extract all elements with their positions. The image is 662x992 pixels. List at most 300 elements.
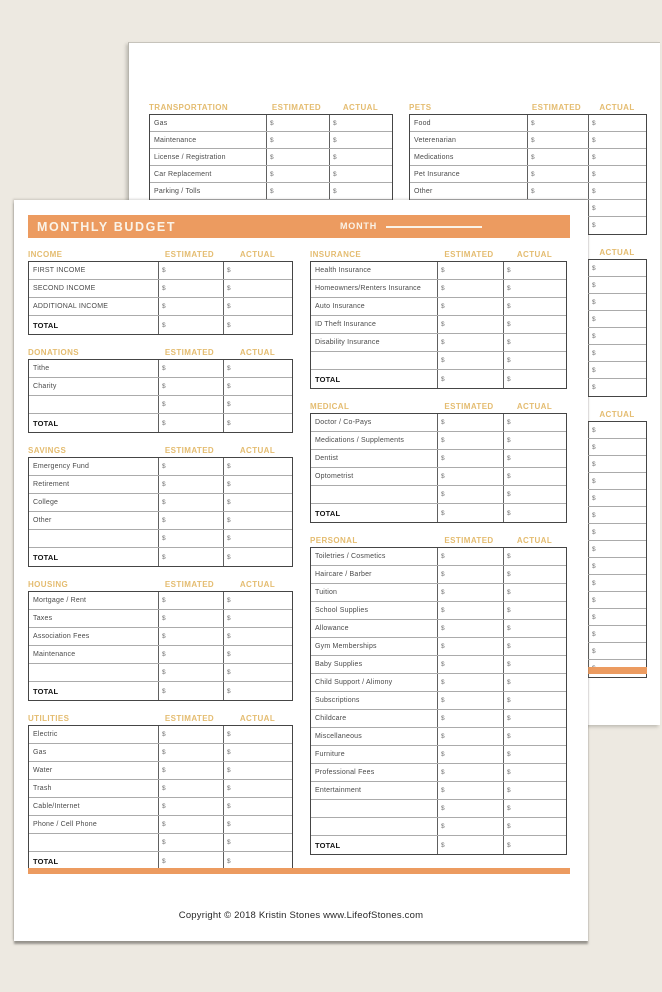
section-title: PETS (409, 103, 432, 112)
estimated-cell: $ (437, 262, 503, 279)
row-label: Doctor / Co-Pays (315, 419, 372, 426)
row-label: Baby Supplies (315, 661, 363, 668)
row-label (311, 352, 437, 369)
section-medical (310, 398, 567, 523)
estimated-cell: $ (437, 836, 503, 854)
estimated-cell: $ (158, 744, 223, 761)
budget-row (29, 280, 292, 298)
section-header (310, 398, 567, 411)
budget-row (29, 530, 292, 548)
budget-table (28, 359, 293, 433)
actual-cell: $ (588, 217, 648, 234)
estimated-cell: $ (437, 764, 503, 781)
budget-table (310, 261, 567, 389)
estimated-cell: $ (158, 592, 223, 609)
actual-cell: $ (503, 548, 568, 565)
row-label: Entertainment (315, 787, 362, 794)
estimated-cell: $ (266, 183, 329, 199)
actual-cell: $ (588, 456, 648, 472)
actual-cell: $ (329, 132, 394, 148)
actual-cell: $ (223, 476, 294, 493)
budget-row (29, 360, 292, 378)
row-label: Association Fees (33, 633, 90, 640)
estimated-cell: $ (437, 566, 503, 583)
actual-cell: $ (223, 378, 294, 395)
budget-row (311, 674, 566, 692)
estimated-cell: $ (437, 432, 503, 449)
row-label: Maintenance (154, 136, 197, 144)
row-label: Electric (33, 731, 58, 738)
estimated-cell: $ (527, 149, 588, 165)
row-label: Optometrist (315, 473, 354, 480)
row-label: Subscriptions (315, 697, 360, 704)
actual-column-header: ACTUAL (516, 250, 553, 259)
budget-row (410, 115, 646, 132)
actual-cell: $ (503, 620, 568, 637)
row-label (29, 834, 158, 851)
budget-row (311, 782, 566, 800)
row-label: Disability Insurance (315, 339, 380, 346)
row-label: Miscellaneous (315, 733, 362, 740)
estimated-cell: $ (527, 166, 588, 182)
row-label: Medications (414, 153, 454, 161)
actual-cell: $ (503, 638, 568, 655)
estimated-cell: $ (437, 280, 503, 297)
actual-cell: $ (503, 602, 568, 619)
estimated-column-header: ESTIMATED (164, 250, 215, 259)
estimated-cell: $ (437, 818, 503, 835)
actual-cell: $ (223, 494, 294, 511)
section-title: SAVINGS (28, 446, 67, 455)
actual-cell: $ (223, 360, 294, 377)
row-label: TOTAL (315, 508, 341, 518)
row-label: Emergency Fund (33, 463, 90, 470)
row-label: Water (33, 767, 53, 774)
actual-cell: $ (503, 414, 568, 431)
section-housing (28, 576, 293, 701)
estimated-cell: $ (158, 494, 223, 511)
actual-cell: $ (588, 422, 648, 438)
actual-cell: $ (223, 628, 294, 645)
actual-cell: $ (223, 834, 294, 851)
estimated-cell: $ (266, 149, 329, 165)
budget-row (311, 800, 566, 818)
actual-cell: $ (223, 646, 294, 663)
row-label: Professional Fees (315, 769, 375, 776)
budget-row (150, 183, 392, 200)
budget-row (311, 370, 566, 388)
row-label: Taxes (33, 615, 53, 622)
estimated-column-header: ESTIMATED (164, 714, 215, 723)
section-title: DONATIONS (28, 348, 80, 357)
budget-table (310, 413, 567, 523)
row-label: Auto Insurance (315, 303, 365, 310)
budget-row (29, 762, 292, 780)
section-title: INCOME (28, 250, 63, 259)
budget-row (29, 414, 292, 432)
budget-row (311, 316, 566, 334)
estimated-column-header: ESTIMATED (164, 580, 215, 589)
row-label: Child Support / Alimony (315, 679, 393, 686)
title-bar (28, 215, 570, 238)
estimated-cell: $ (158, 458, 223, 475)
estimated-cell: $ (437, 728, 503, 745)
estimated-cell: $ (527, 183, 588, 199)
row-label: Maintenance (33, 651, 76, 658)
estimated-cell: $ (158, 548, 223, 566)
estimated-cell: $ (437, 584, 503, 601)
estimated-column-header: ESTIMATED (444, 250, 494, 259)
estimated-column-header: ESTIMATED (531, 103, 582, 112)
budget-table (28, 457, 293, 567)
actual-cell: $ (223, 280, 294, 297)
month-label: MONTH (340, 221, 377, 231)
section-title: MEDICAL (310, 402, 350, 411)
budget-row (311, 352, 566, 370)
actual-cell: $ (503, 334, 568, 351)
actual-cell: $ (588, 260, 648, 276)
estimated-column-header: ESTIMATED (444, 536, 494, 545)
row-label: Parking / Tolls (154, 187, 201, 195)
actual-cell: $ (223, 816, 294, 833)
estimated-cell: $ (158, 780, 223, 797)
row-label: ADDITIONAL INCOME (33, 303, 109, 310)
actual-cell: $ (588, 132, 648, 148)
actual-cell: $ (588, 575, 648, 591)
row-label (311, 818, 437, 835)
estimated-cell: $ (437, 352, 503, 369)
budget-row (29, 646, 292, 664)
budget-row (29, 798, 292, 816)
actual-cell: $ (503, 370, 568, 388)
front-page-bottom-accent-bar (28, 868, 570, 874)
budget-row (311, 298, 566, 316)
actual-cell: $ (223, 530, 294, 547)
budget-row (29, 548, 292, 566)
estimated-cell: $ (158, 762, 223, 779)
estimated-cell: $ (437, 450, 503, 467)
actual-cell: $ (329, 183, 394, 199)
budget-row (29, 494, 292, 512)
budget-row (29, 610, 292, 628)
row-label: School Supplies (315, 607, 369, 614)
actual-cell: $ (503, 486, 568, 503)
actual-cell: $ (503, 504, 568, 522)
estimated-cell: $ (437, 370, 503, 388)
actual-column-header: ACTUAL (599, 248, 635, 257)
estimated-cell: $ (158, 512, 223, 529)
actual-cell: $ (588, 183, 648, 199)
row-label: Furniture (315, 751, 345, 758)
actual-cell: $ (503, 280, 568, 297)
actual-cell: $ (503, 352, 568, 369)
budget-table (310, 547, 567, 855)
budget-row (29, 628, 292, 646)
actual-cell: $ (329, 166, 394, 182)
actual-cell: $ (223, 512, 294, 529)
row-label: Tuition (315, 589, 338, 596)
row-label: Dentist (315, 455, 339, 462)
actual-cell: $ (329, 149, 394, 165)
row-label: TOTAL (33, 686, 59, 696)
row-label: License / Registration (154, 153, 226, 161)
section-title: UTILITIES (28, 714, 70, 723)
estimated-cell: $ (437, 620, 503, 637)
actual-cell: $ (588, 626, 648, 642)
row-label: Mortgage / Rent (33, 597, 87, 604)
estimated-column-header: ESTIMATED (164, 348, 215, 357)
actual-cell: $ (223, 726, 294, 743)
estimated-cell: $ (158, 726, 223, 743)
estimated-cell: $ (158, 646, 223, 663)
budget-row (29, 458, 292, 476)
actual-cell: $ (223, 548, 294, 566)
budget-row (311, 566, 566, 584)
section-header (28, 246, 293, 259)
estimated-cell: $ (158, 396, 223, 413)
actual-cell: $ (588, 541, 648, 557)
estimated-cell: $ (437, 504, 503, 522)
estimated-cell: $ (437, 334, 503, 351)
front-page-sheet (14, 200, 588, 941)
actual-cell: $ (588, 294, 648, 310)
row-label: Haircare / Barber (315, 571, 372, 578)
actual-cell: $ (223, 262, 294, 279)
front-page-right-column (310, 246, 567, 864)
row-label (29, 664, 158, 681)
row-label: TOTAL (33, 856, 59, 866)
actual-column-header: ACTUAL (239, 446, 276, 455)
budget-row (410, 149, 646, 166)
section-insurance (310, 246, 567, 389)
row-label: Health Insurance (315, 267, 372, 274)
actual-cell: $ (223, 298, 294, 315)
estimated-cell: $ (266, 115, 329, 131)
budget-row (29, 378, 292, 396)
section-header (28, 344, 293, 357)
section-title: PERSONAL (310, 536, 358, 545)
actual-cell: $ (588, 490, 648, 506)
actual-cell: $ (223, 664, 294, 681)
actual-cell: $ (588, 524, 648, 540)
estimated-cell: $ (527, 132, 588, 148)
actual-cell: $ (503, 468, 568, 485)
section-donations (28, 344, 293, 433)
budget-row (29, 664, 292, 682)
actual-column-header: ACTUAL (599, 410, 635, 419)
estimated-cell: $ (158, 262, 223, 279)
actual-cell: $ (223, 798, 294, 815)
actual-cell: $ (503, 298, 568, 315)
estimated-cell: $ (158, 476, 223, 493)
budget-row (29, 744, 292, 762)
budget-row (311, 728, 566, 746)
row-label: Other (33, 517, 52, 524)
estimated-cell: $ (158, 816, 223, 833)
actual-cell: $ (503, 566, 568, 583)
estimated-cell: $ (437, 602, 503, 619)
section-title: HOUSING (28, 580, 69, 589)
row-label: TOTAL (33, 418, 59, 428)
section-header (409, 99, 647, 112)
row-label: Food (414, 119, 431, 127)
actual-cell: $ (223, 744, 294, 761)
budget-table (28, 261, 293, 335)
budget-row (29, 682, 292, 700)
row-label: Pet Insurance (414, 170, 460, 178)
actual-cell: $ (223, 316, 294, 334)
estimated-cell: $ (437, 782, 503, 799)
estimated-cell: $ (437, 674, 503, 691)
budget-row (311, 818, 566, 836)
estimated-cell: $ (437, 316, 503, 333)
estimated-cell: $ (158, 852, 223, 870)
actual-cell: $ (503, 584, 568, 601)
budget-row (311, 710, 566, 728)
budget-row (410, 166, 646, 183)
section-personal (310, 532, 567, 855)
actual-cell: $ (503, 818, 568, 835)
actual-cell: $ (503, 764, 568, 781)
budget-row (150, 115, 392, 132)
month-field (340, 221, 482, 231)
estimated-cell: $ (158, 610, 223, 627)
actual-cell: $ (588, 328, 648, 344)
row-label: College (33, 499, 59, 506)
budget-row (311, 836, 566, 854)
budget-row (311, 334, 566, 352)
row-label: Gas (154, 119, 168, 127)
budget-row (311, 764, 566, 782)
actual-cell: $ (503, 800, 568, 817)
actual-cell: $ (223, 852, 294, 870)
estimated-cell: $ (158, 360, 223, 377)
actual-column-header: ACTUAL (239, 580, 276, 589)
row-label: Phone / Cell Phone (33, 821, 97, 828)
estimated-cell: $ (437, 746, 503, 763)
estimated-cell: $ (158, 414, 223, 432)
budget-row (29, 476, 292, 494)
actual-cell: $ (223, 682, 294, 700)
section-header (28, 442, 293, 455)
budget-row (29, 780, 292, 798)
budget-row (150, 132, 392, 149)
budget-row (311, 450, 566, 468)
actual-cell: $ (588, 473, 648, 489)
budget-row (311, 432, 566, 450)
row-label: Medications / Supplements (315, 437, 405, 444)
row-label: Retirement (33, 481, 70, 488)
budget-row (311, 620, 566, 638)
row-label: ID Theft Insurance (315, 321, 377, 328)
actual-cell: $ (588, 643, 648, 659)
section-header (28, 576, 293, 589)
section-header (28, 710, 293, 723)
budget-row (311, 692, 566, 710)
actual-cell: $ (588, 149, 648, 165)
row-label: SECOND INCOME (33, 285, 96, 292)
estimated-cell: $ (158, 316, 223, 334)
row-label: FIRST INCOME (33, 267, 86, 274)
actual-cell: $ (503, 728, 568, 745)
estimated-cell: $ (158, 628, 223, 645)
actual-cell: $ (329, 115, 394, 131)
estimated-cell: $ (437, 548, 503, 565)
actual-column-header: ACTUAL (516, 536, 553, 545)
actual-cell: $ (588, 609, 648, 625)
actual-cell: $ (503, 674, 568, 691)
row-label: Toiletries / Cosmetics (315, 553, 386, 560)
actual-cell: $ (503, 450, 568, 467)
row-label: Other (414, 187, 433, 195)
section-header (149, 99, 393, 112)
estimated-cell: $ (437, 800, 503, 817)
budget-row (311, 280, 566, 298)
actual-cell: $ (223, 780, 294, 797)
budget-table (28, 725, 293, 871)
row-label: Childcare (315, 715, 347, 722)
budget-row (410, 183, 646, 200)
row-label: Cable/Internet (33, 803, 80, 810)
section-title: TRANSPORTATION (149, 103, 229, 112)
actual-cell: $ (223, 592, 294, 609)
actual-cell: $ (503, 656, 568, 673)
section-savings (28, 442, 293, 567)
actual-column-header: ACTUAL (239, 714, 276, 723)
row-label: TOTAL (33, 552, 59, 562)
estimated-cell: $ (158, 280, 223, 297)
actual-cell: $ (503, 746, 568, 763)
month-fill-in-line (386, 226, 482, 228)
section-header (310, 246, 567, 259)
actual-cell: $ (503, 782, 568, 799)
estimated-cell: $ (527, 115, 588, 131)
row-label: Trash (33, 785, 52, 792)
estimated-cell: $ (266, 166, 329, 182)
actual-cell: $ (588, 558, 648, 574)
actual-cell: $ (223, 414, 294, 432)
actual-cell: $ (588, 277, 648, 293)
actual-column-header: ACTUAL (599, 103, 635, 112)
actual-cell: $ (503, 836, 568, 854)
row-label: TOTAL (315, 840, 341, 850)
budget-row (29, 592, 292, 610)
budget-table (28, 591, 293, 701)
row-label (29, 530, 158, 547)
section-title: INSURANCE (310, 250, 362, 259)
budget-row (311, 746, 566, 764)
row-label: Allowance (315, 625, 349, 632)
row-label: Veterenarian (414, 136, 457, 144)
actual-cell: $ (223, 396, 294, 413)
estimated-column-header: ESTIMATED (444, 402, 494, 411)
actual-cell: $ (223, 458, 294, 475)
actual-column-header: ACTUAL (516, 402, 553, 411)
row-label: Homeowners/Renters Insurance (315, 285, 421, 292)
section-income (28, 246, 293, 335)
actual-cell: $ (588, 345, 648, 361)
row-label (311, 800, 437, 817)
estimated-column-header: ESTIMATED (164, 446, 215, 455)
budget-row (311, 548, 566, 566)
estimated-cell: $ (266, 132, 329, 148)
actual-cell: $ (588, 166, 648, 182)
budget-row (29, 262, 292, 280)
actual-cell: $ (588, 379, 648, 396)
row-label: TOTAL (33, 320, 59, 330)
actual-column-header: ACTUAL (342, 103, 379, 112)
section-utilities (28, 710, 293, 871)
